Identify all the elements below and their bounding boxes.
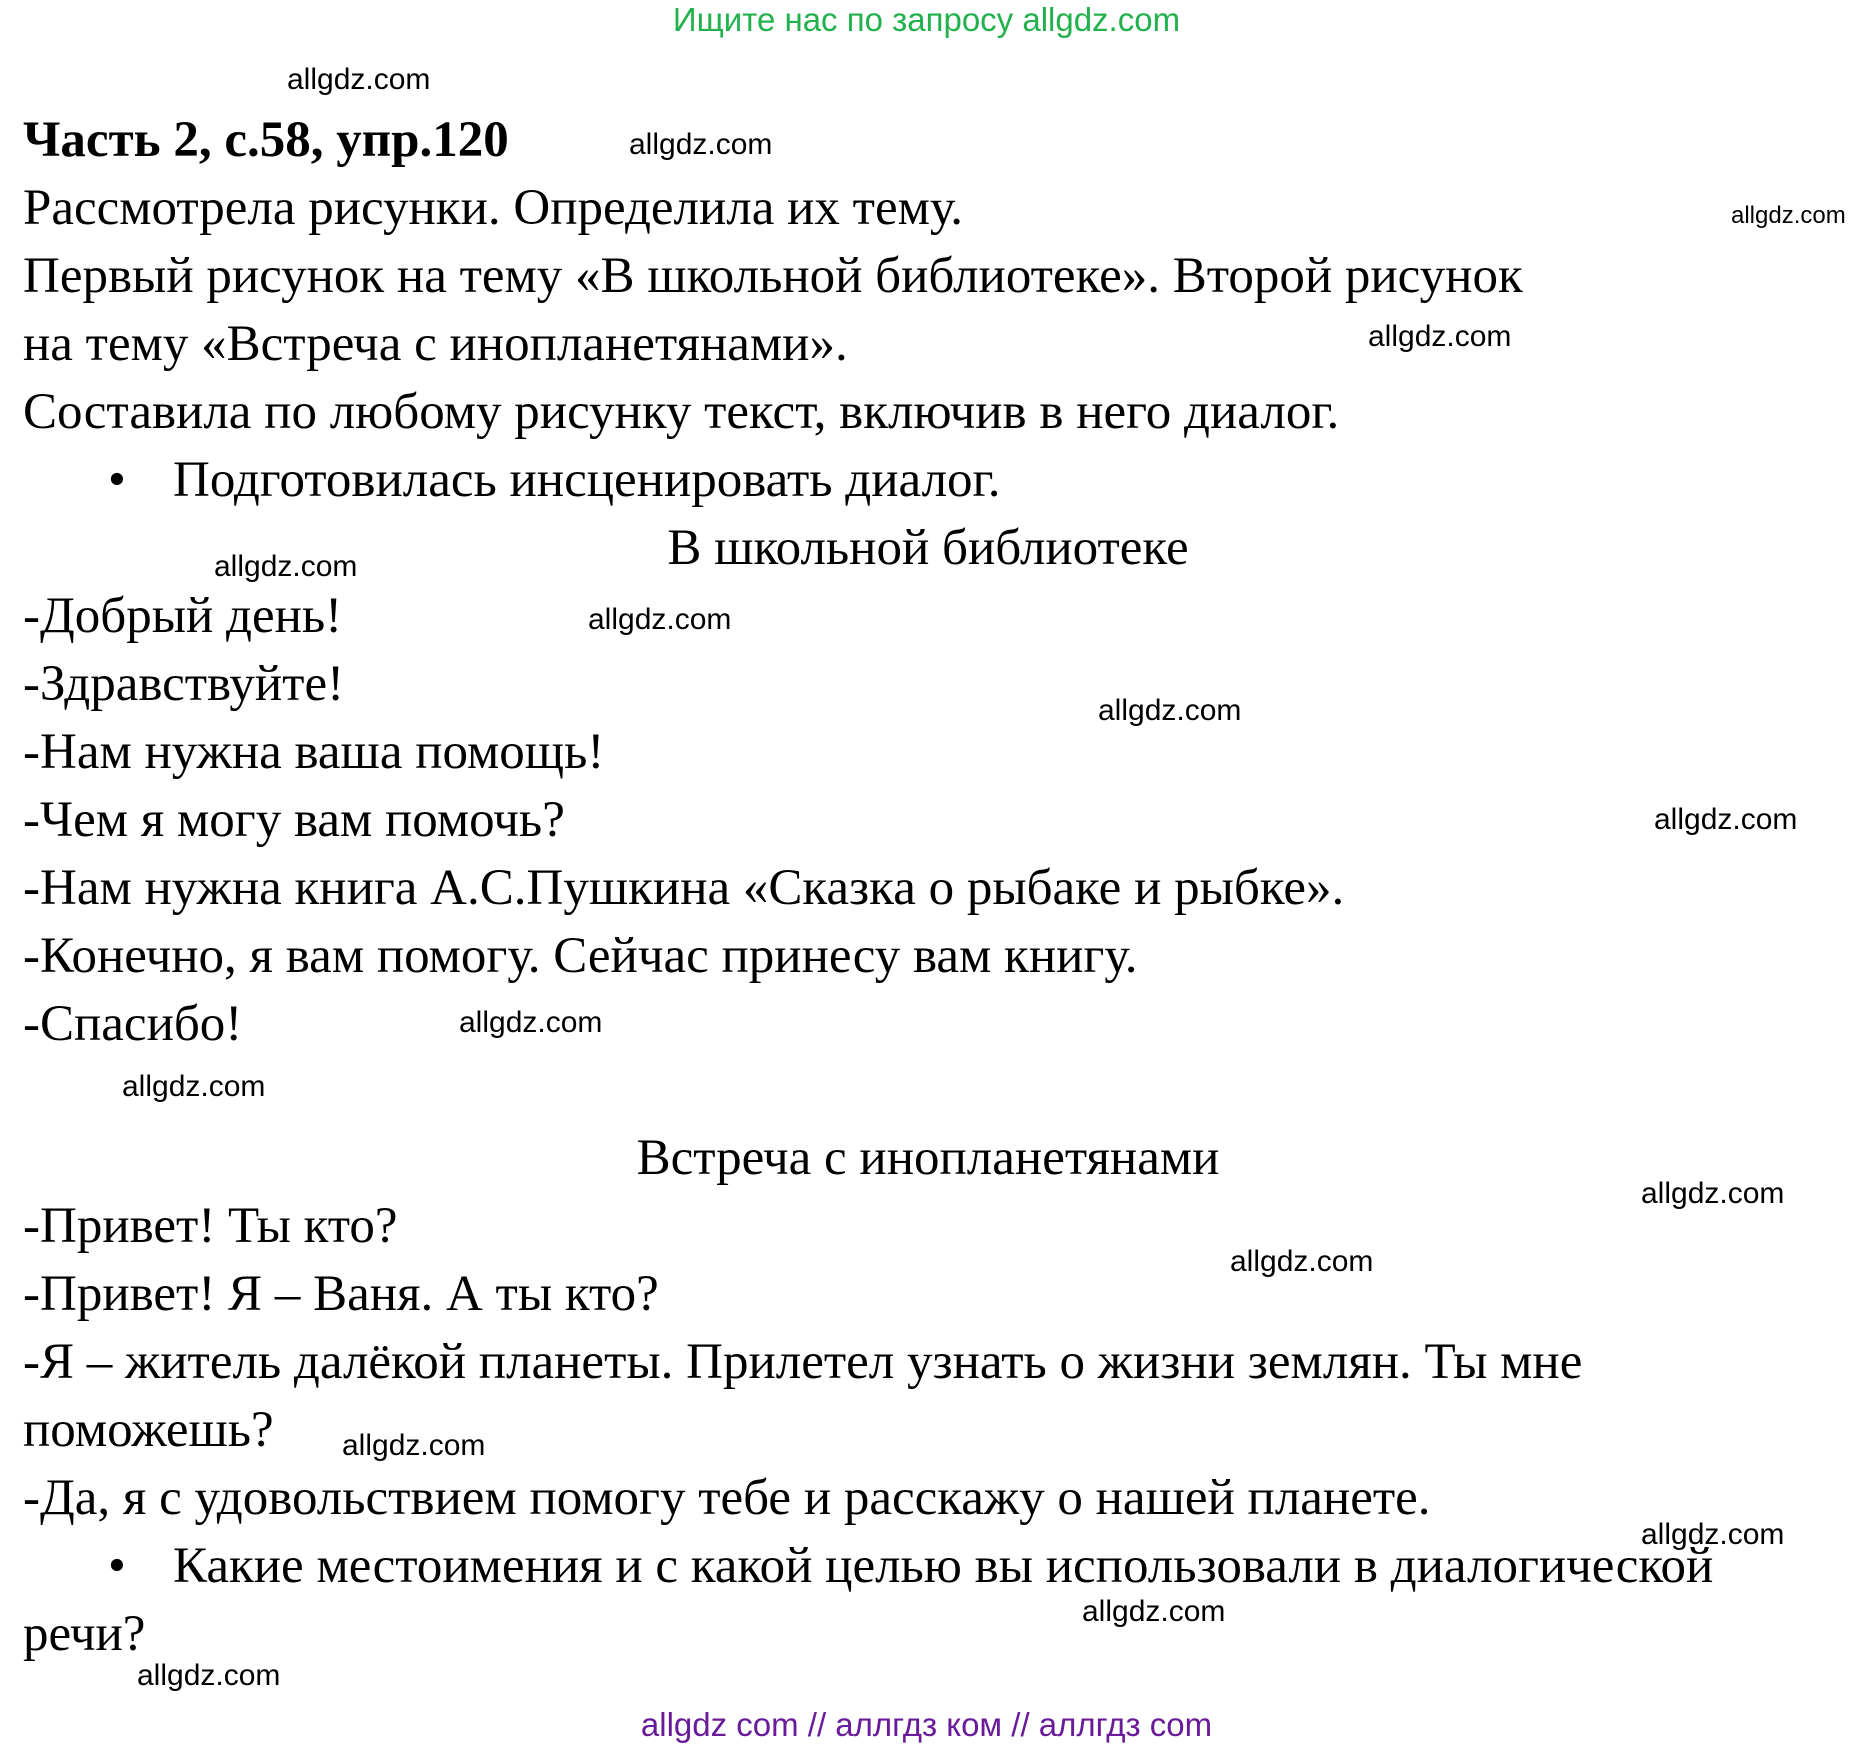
dialog-line: -Я – житель далёкой планеты. Прилетел узнать о жизни землян. Ты мне xyxy=(23,1334,1583,1390)
dialog-line: -Нам нужна книга А.С.Пушкина «Сказка о рыбаке и рыбке». xyxy=(23,860,1345,916)
watermark: allgdz.com xyxy=(1230,1245,1374,1278)
watermark: allgdz.com xyxy=(1641,1177,1785,1210)
watermark: allgdz.com xyxy=(214,550,358,583)
dialog-line: поможешь? xyxy=(23,1402,274,1458)
section-title-library: В школьной библиотеке xyxy=(667,520,1189,576)
section-title-aliens: Встреча с инопланетянами xyxy=(636,1130,1220,1186)
dialog-line: -Привет! Ты кто? xyxy=(23,1198,398,1254)
watermark: allgdz.com xyxy=(1082,1595,1226,1628)
bullet-icon: • xyxy=(108,1538,126,1594)
dialog-line: -Привет! Я – Ваня. А ты кто? xyxy=(23,1266,659,1322)
watermark: allgdz.com xyxy=(137,1659,281,1692)
bottom-banner: allgdz com // аллгдз ком // аллгдз com xyxy=(640,1706,1213,1743)
top-banner: Ищите нас по запросу allgdz.com xyxy=(672,1,1181,38)
intro-line-2b: на тему «Встреча с инопланетянами». xyxy=(23,316,848,372)
dialog-line: -Спасибо! xyxy=(23,996,243,1052)
watermark: allgdz.com xyxy=(588,603,732,636)
watermark: allgdz.com xyxy=(287,63,431,96)
watermark: allgdz.com xyxy=(629,128,773,161)
intro-line-3: Составила по любому рисунку текст, включив в него диалог. xyxy=(23,384,1340,440)
intro-line-1: Рассмотрела рисунки. Определила их тему. xyxy=(23,180,964,236)
bullet-text-1: Подготовилась инсценировать диалог. xyxy=(173,452,1001,508)
dialog-line: -Да, я с удовольствием помогу тебе и расскажу о нашей планете. xyxy=(23,1470,1431,1526)
section-spacer xyxy=(23,1058,1833,1124)
exercise-heading: Часть 2, с.58, упр.120 xyxy=(23,112,509,168)
bullet-icon: • xyxy=(108,452,126,508)
bullet-item-1 xyxy=(23,446,1833,514)
dialog-line: -Добрый день! xyxy=(23,588,343,644)
watermark: allgdz.com xyxy=(1731,202,1846,229)
watermark: allgdz.com xyxy=(1098,694,1242,727)
document-body xyxy=(23,106,1833,1668)
dialog-line: -Чем я могу вам помочь? xyxy=(23,792,565,848)
bullet-item-2 xyxy=(23,1532,1833,1668)
watermark: allgdz.com xyxy=(122,1070,266,1103)
watermark: allgdz.com xyxy=(342,1429,486,1462)
watermark: allgdz.com xyxy=(459,1006,603,1039)
dialog-line: -Конечно, я вам помогу. Сейчас принесу вам книгу. xyxy=(23,928,1138,984)
dialog-line: -Нам нужна ваша помощь! xyxy=(23,724,605,780)
watermark: allgdz.com xyxy=(1654,803,1798,836)
dialog-line: -Здравствуйте! xyxy=(23,656,345,712)
bullet-text-2: Какие местоимения и с какой целью вы использовали в диалогической речи? xyxy=(23,1538,1714,1662)
watermark: allgdz.com xyxy=(1641,1518,1785,1551)
watermark: allgdz.com xyxy=(1368,320,1512,353)
intro-line-2a: Первый рисунок на тему «В школьной библиотеке». Второй рисунок xyxy=(23,248,1523,304)
